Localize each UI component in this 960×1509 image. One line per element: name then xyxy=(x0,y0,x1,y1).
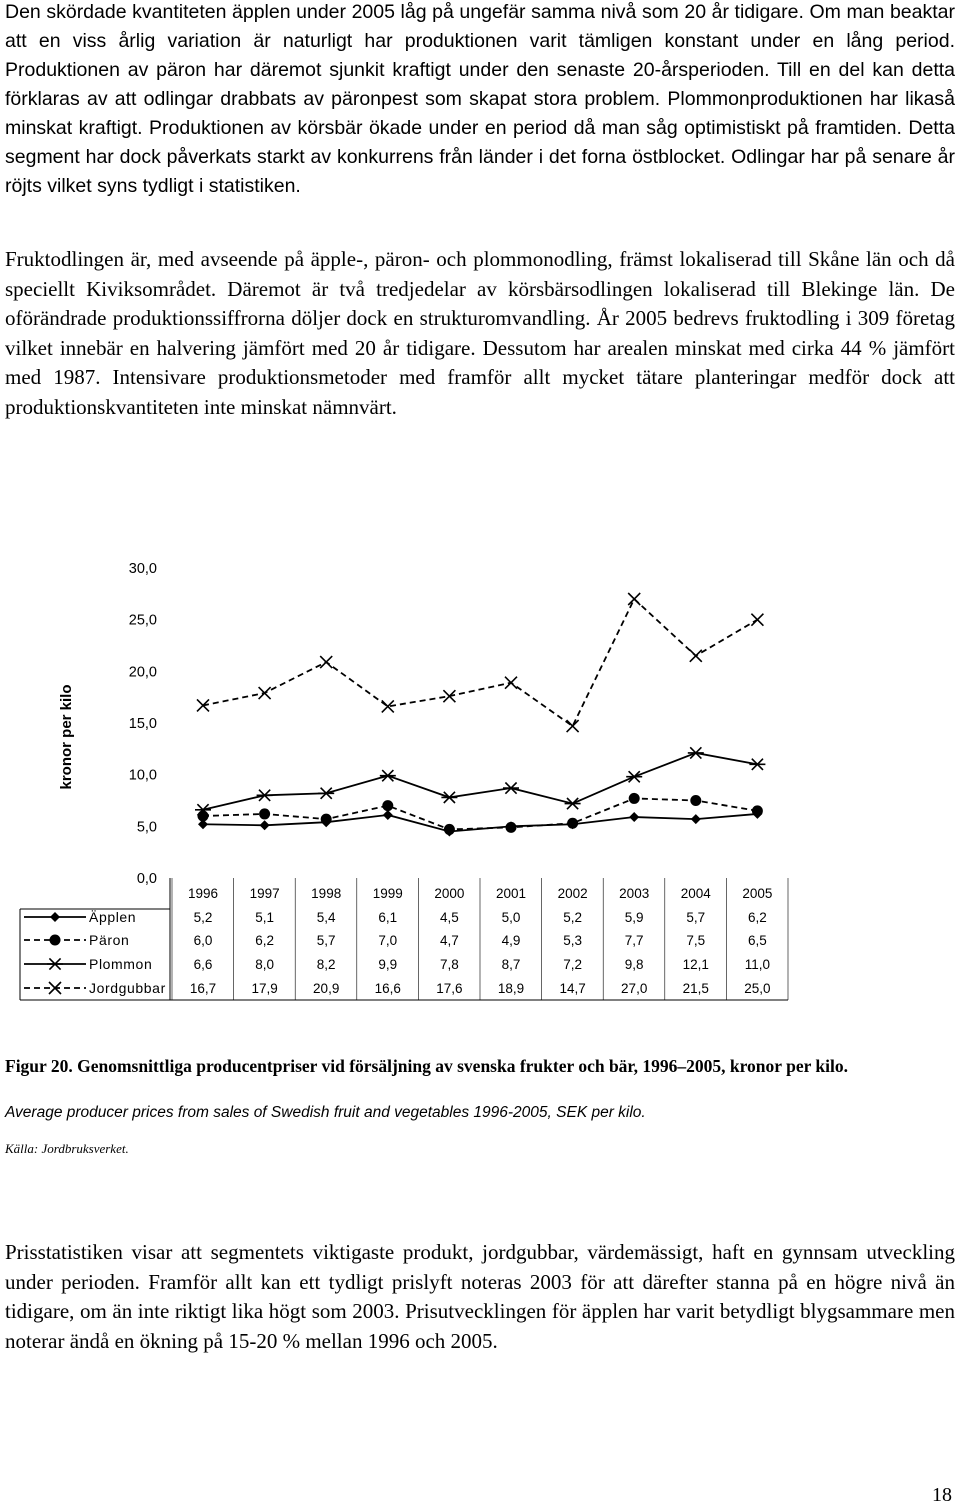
diamond-marker xyxy=(260,820,270,830)
table-cell: 21,5 xyxy=(682,981,709,996)
table-cell: 9,9 xyxy=(378,957,398,972)
table-cell: 6,6 xyxy=(193,957,213,972)
diamond-marker xyxy=(629,812,639,822)
circle-marker xyxy=(321,814,332,825)
table-cell: 5,7 xyxy=(686,910,706,925)
star-marker xyxy=(380,770,396,781)
table-cell: 16,7 xyxy=(189,981,217,996)
table-cell: 5,4 xyxy=(316,910,336,925)
circle-marker xyxy=(259,808,270,819)
table-cell: 5,3 xyxy=(563,933,582,948)
table-header-year: 1997 xyxy=(249,886,280,901)
table-cell: 17,6 xyxy=(436,981,463,996)
circle-marker xyxy=(629,793,640,804)
table-cell: 7,2 xyxy=(563,957,582,972)
diamond-marker xyxy=(50,912,60,922)
paragraph-apple-production: Den skördade kvantiteten äpplen under 2005 låg på ungefär samma nivå som 20 år tidigare. Om man beaktar att en viss årlig variation är naturligt har produktionen varit tämligen konstant under en lång period. Produktionen av päron har däremot sjunkit kraftigt under den senaste 20-årsperioden. Till en del kan detta förklaras av att odlingar drabbats av päronpest som skapat stora problem. Plommonproduktionen har likaså minskat kraftigt. Produktionen av körsbär ökade under en period då man såg optimistiskt på framtiden. Detta segment har dock påverkats starkt av konkurrens från länder i det forna östblocket. Odlingar har på senare år röjts vilket syns tydligt i statistiken. xyxy=(5,1,955,197)
circle-marker xyxy=(382,800,393,811)
table-cell: 5,2 xyxy=(563,910,582,925)
table-cell: 5,2 xyxy=(193,910,213,925)
x-marker xyxy=(628,593,640,605)
table-cell: 6,2 xyxy=(255,933,274,948)
table-cell: 6,2 xyxy=(748,910,767,925)
table-cell: 16,6 xyxy=(374,981,401,996)
star-marker xyxy=(626,771,642,782)
circle-marker xyxy=(690,795,701,806)
table-cell: 25,0 xyxy=(744,981,771,996)
y-tick-label: 20,0 xyxy=(128,664,157,681)
legend-label: Plommon xyxy=(89,956,153,972)
table-cell: 5,1 xyxy=(255,910,274,925)
x-marker xyxy=(690,650,702,662)
x-marker xyxy=(320,656,332,668)
table-cell: 11,0 xyxy=(744,957,771,972)
x-marker xyxy=(259,687,271,699)
table-header-year: 1999 xyxy=(372,886,403,901)
table-header-year: 2000 xyxy=(434,886,465,901)
table-cell: 12,1 xyxy=(682,957,709,972)
y-tick-label: 5,0 xyxy=(136,819,157,836)
star-marker xyxy=(257,790,273,801)
star-marker xyxy=(688,747,704,758)
table-cell: 14,7 xyxy=(559,981,586,996)
table-cell: 6,5 xyxy=(748,933,767,948)
y-tick-label: 0,0 xyxy=(136,871,157,887)
table-cell: 6,0 xyxy=(193,933,213,948)
x-marker xyxy=(567,720,579,732)
legend-label: Päron xyxy=(89,932,130,948)
table-cell: 4,7 xyxy=(440,933,459,948)
y-tick-label: 25,0 xyxy=(128,612,157,629)
table-header-year: 2001 xyxy=(495,886,527,901)
table-header-year: 2005 xyxy=(742,886,773,901)
diamond-marker xyxy=(383,810,393,820)
table-header-year: 2004 xyxy=(680,886,711,901)
x-marker xyxy=(505,677,517,689)
figure-source: Källa: Jordbruksverket. xyxy=(5,1141,129,1156)
y-tick-label: 30,0 xyxy=(128,561,157,577)
table-header-year: 2002 xyxy=(557,886,588,901)
series-päron xyxy=(198,793,763,835)
table-cell: 7,8 xyxy=(440,957,459,972)
figure-caption-english: Average producer prices from sales of Swedish fruit and vegetables 1996-2005, SEK per kilo. xyxy=(5,1104,646,1121)
legend-key-plommon xyxy=(24,958,86,969)
paragraph-price-statistics: Prisstatistiken visar att segmentets viktigaste produkt, jordgubbar, värdemässigt, haft en gynnsam utveckling under perioden. Framför allt kan ett tydligt prislyft noteras 2003 för att därefter stanna på en högre nivå än tidigare, om än inte riktigt lika högt som 2003. Prisutvecklingen för äpplen har varit betydligt blygsammare men noterar ändå en ökning på 15-20 % mellan 1996 och 2005. xyxy=(5,1240,955,1353)
table-header-year: 2003 xyxy=(619,886,650,901)
table-cell: 27,0 xyxy=(621,981,648,996)
figure-caption: Figur 20. Genomsnittliga producentpriser vid försäljning av svenska frukter och bär, 1996–2005, kronor per kilo. xyxy=(5,1056,848,1076)
circle-marker xyxy=(50,935,61,946)
data-table xyxy=(20,878,788,1000)
table-cell: 8,7 xyxy=(501,957,521,972)
y-tick-label: 15,0 xyxy=(128,716,157,732)
legend-key-päron xyxy=(24,935,86,946)
legend-key-äpplen xyxy=(24,912,86,922)
circle-marker xyxy=(567,818,578,829)
table-cell: 4,5 xyxy=(440,910,459,925)
legend-label: Äpplen xyxy=(89,909,137,925)
star-marker xyxy=(565,798,581,809)
star-marker xyxy=(441,792,457,803)
page-number: 18 xyxy=(932,1484,952,1506)
star-marker xyxy=(503,783,519,794)
y-axis-label: kronor per kilo xyxy=(58,684,75,790)
plot-area xyxy=(195,593,765,837)
star-marker xyxy=(749,759,765,770)
series-jordgubbar xyxy=(197,593,763,732)
series-line xyxy=(203,753,757,810)
table-cell: 6,1 xyxy=(378,910,398,925)
star-marker xyxy=(318,788,334,799)
table-cell: 5,0 xyxy=(501,910,521,925)
series-line xyxy=(203,599,757,726)
series-äpplen xyxy=(198,809,762,837)
series-plommon xyxy=(195,747,765,815)
price-line-chart xyxy=(0,545,960,1015)
table-cell: 7,7 xyxy=(624,933,644,948)
table-cell: 18,9 xyxy=(497,981,525,996)
table-cell: 7,0 xyxy=(378,933,398,948)
star-marker xyxy=(47,958,63,969)
circle-marker xyxy=(198,811,209,822)
circle-marker xyxy=(506,822,517,833)
table-cell: 20,9 xyxy=(313,981,340,996)
table-cell: 8,2 xyxy=(316,957,336,972)
table-cell: 17,9 xyxy=(251,981,278,996)
diamond-marker xyxy=(691,814,701,824)
paragraph-fruit-location: Fruktodlingen är, med avseende på äpple-, päron- och plommonodling, främst lokaliserad till Skåne län och då speciellt Kiviksområdet. Däremot är två tredjedelar av körsbärsodlingen lokaliserad till Blekinge län. De oförändrade produktionssiffrorna döljer dock en strukturomvandling. År 2005 bedrevs fruktodling i 309 företag vilket innebär en halvering jämfört med 20 år tidigare. Dessutom har arealen minskat med cirka 44 % jämfört med 1987. Intensivare produktionsmetoder med framför allt mycket tätare planteringar medför dock att produktionskvantiteten inte minskat nämnvärt. xyxy=(5,247,955,419)
legend-label: Jordgubbar xyxy=(89,980,166,996)
table-cell: 5,7 xyxy=(316,933,336,948)
table-cell: 4,9 xyxy=(501,933,521,948)
circle-marker xyxy=(444,824,455,835)
y-axis-tick-labels xyxy=(129,561,157,887)
table-cell: 7,5 xyxy=(686,933,706,948)
table-cell: 8,0 xyxy=(255,957,274,972)
circle-marker xyxy=(752,805,763,816)
x-marker xyxy=(751,614,763,626)
table-cell: 9,8 xyxy=(624,957,644,972)
table-header-year: 1998 xyxy=(311,886,342,901)
legend-key-jordgubbar xyxy=(24,982,86,994)
table-header-year: 1996 xyxy=(187,886,219,901)
table-cell: 5,9 xyxy=(624,910,644,925)
y-tick-label: 10,0 xyxy=(128,767,157,784)
